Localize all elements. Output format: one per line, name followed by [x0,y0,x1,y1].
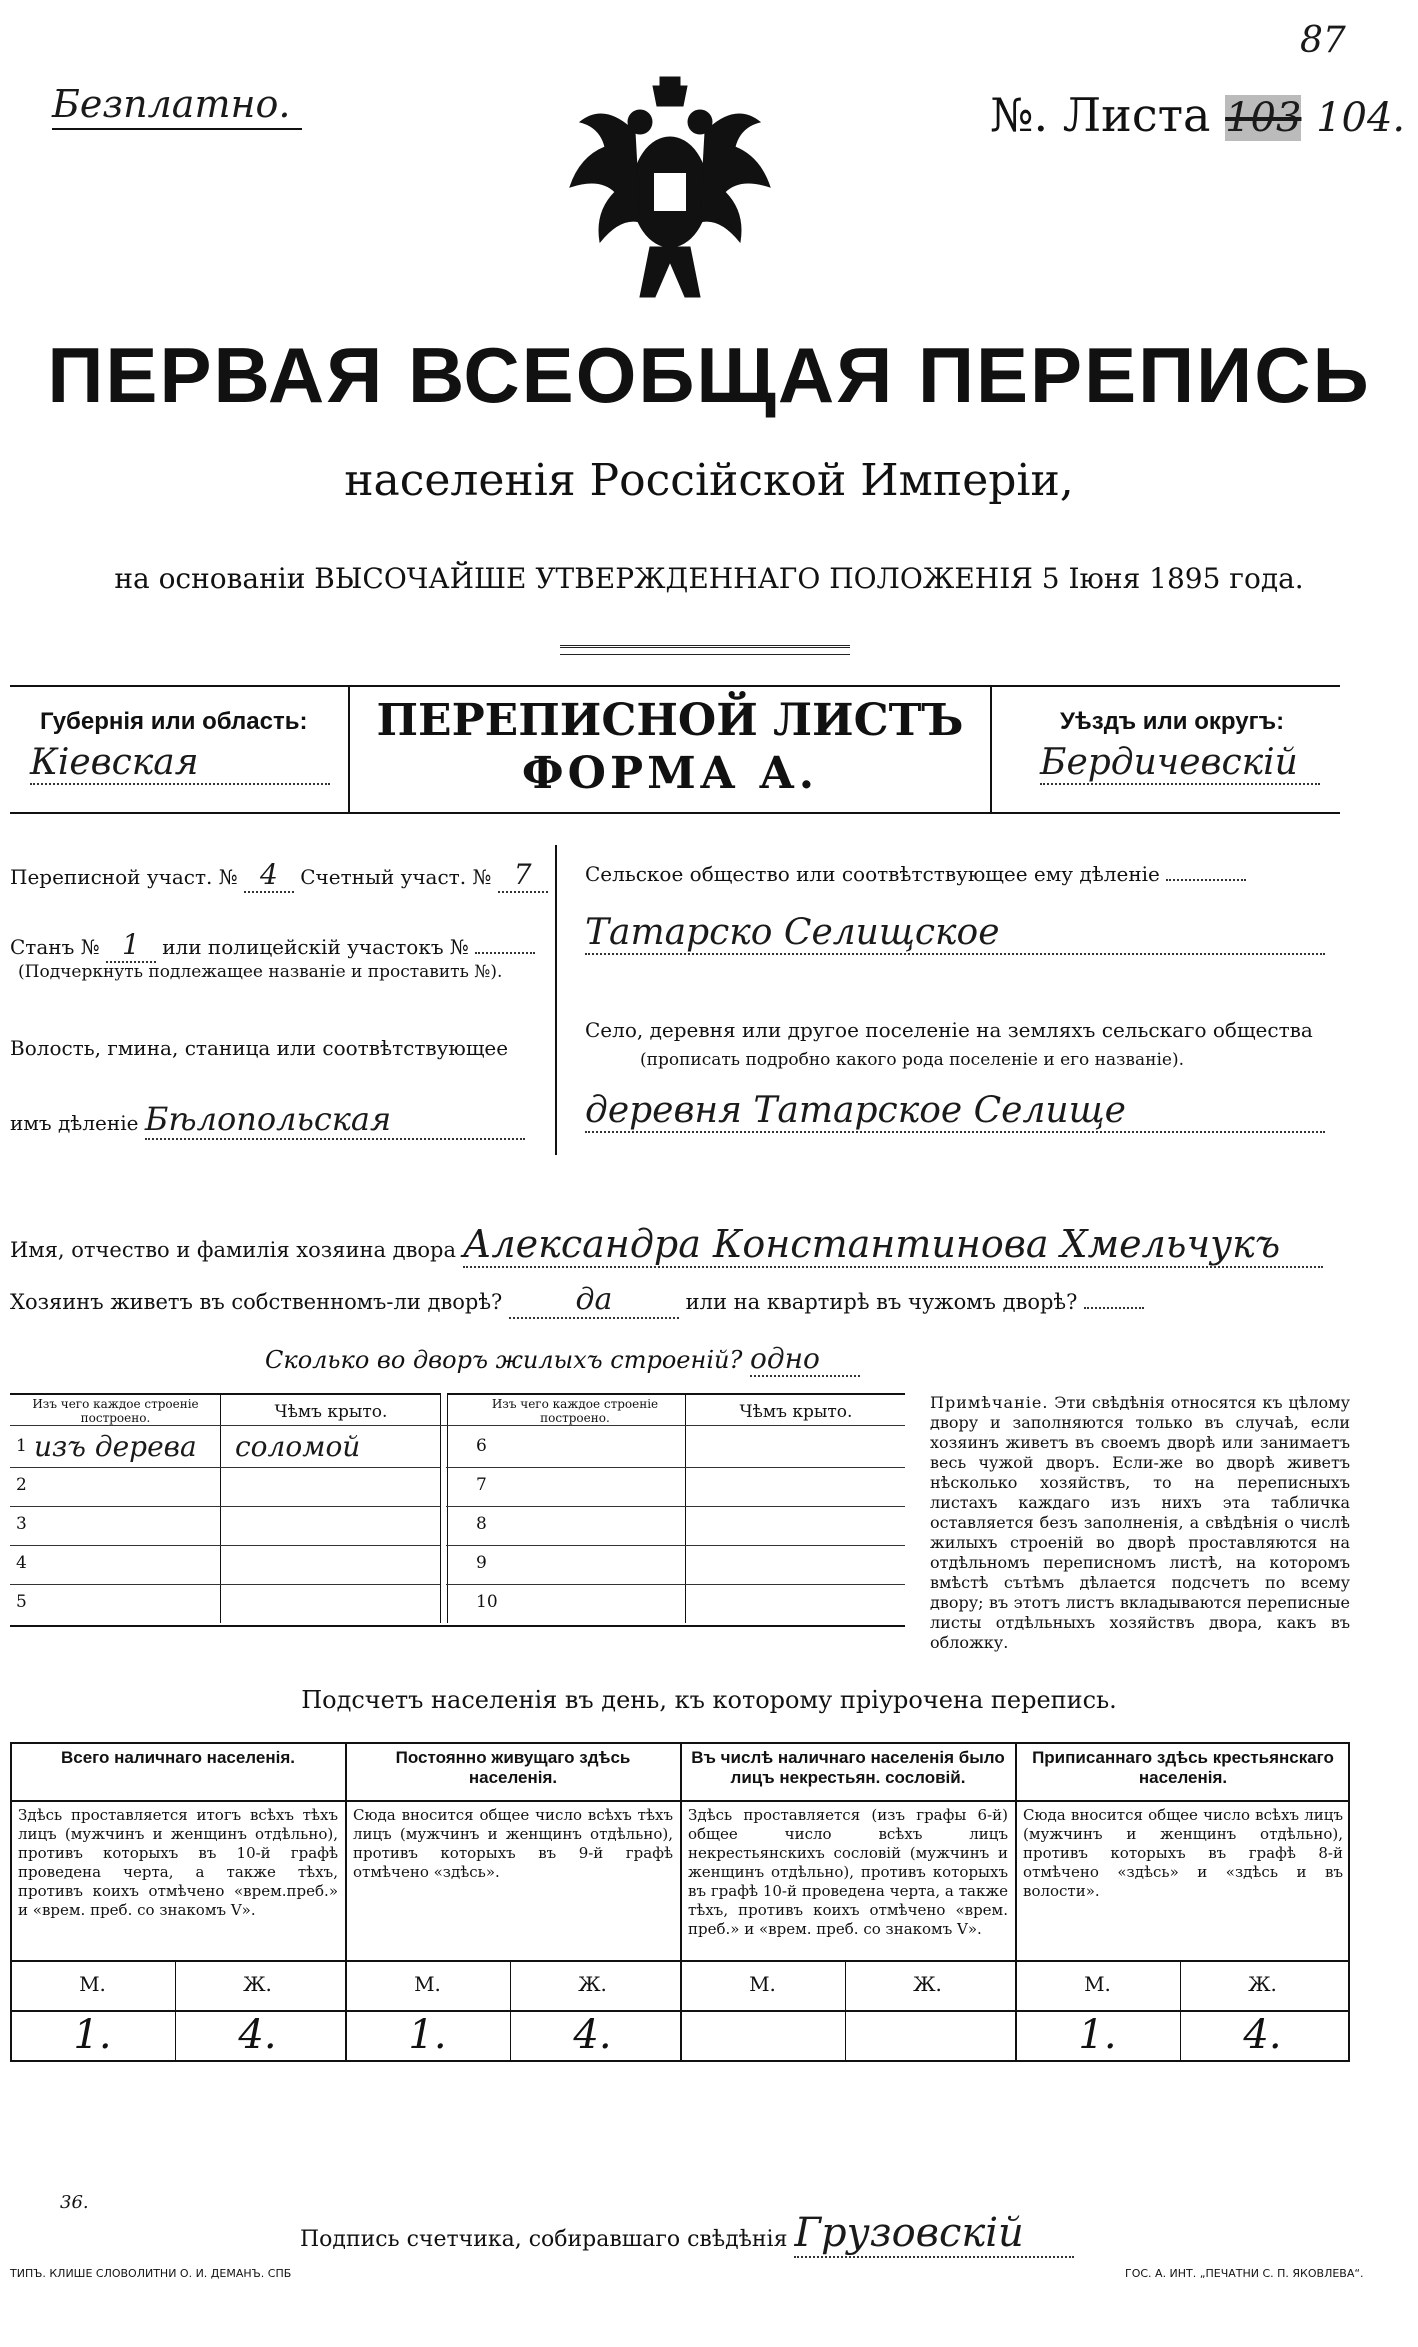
form-title: ПЕРЕПИСНОЙ ЛИСТЪ [376,695,964,746]
buildings-table [10,1393,905,1627]
volost-label: Волость, гмина, станица или соотвѣтствующее [10,1036,509,1060]
note-text: Эти свѣдѣнія относятся къ цѣлому двору и заполняются только въ случаѣ, если хозяинъ живетъ въ своемъ дворѣ или занимаетъ весь чужой дворъ. Если-же во дворѣ живетъ нѣсколько хозяйствъ, то на переписныхъ листахъ каждаго изъ нихъ эта табличка оставляется безъ заполненія, а свѣдѣнія о числѣ жилыхъ строеній во дворѣ проставляются на отдѣльномъ переписномъ листѣ, на которомъ вмѣстѣ сътѣмъ дѣлается подсчетъ по всему двору; въ этотъ листъ вкладываются переписные листы отдѣльныхъ хозяйствъ двора, какъ въ обложку. [930,1393,1351,1652]
buildings-row-num: 6 [476,1436,487,1456]
ornament-divider [560,645,850,655]
society-row: Сельское общество или соотвѣтствующее ему дѣленіе [585,862,1246,886]
volost-value: Бѣлопольская [145,1100,525,1140]
count-m-label: М. [1084,1972,1111,1996]
buildings-row-line [10,1467,440,1468]
owner-name-value: Александра Константинова Хмельчукъ [463,1222,1323,1268]
buildings-row-line [446,1467,905,1468]
free-underline [52,128,302,130]
stan-row: Станъ № 1 или полицейскій участокъ № [10,928,535,961]
volost-row: имъ дѣленіе Бѣлопольская [10,1100,525,1140]
count-f-label: Ж. [243,1972,272,1996]
society-value: Татарско Селищское [585,912,1325,955]
buildings-row-num: 7 [476,1475,487,1495]
form-sub: ФОРМА А. [521,748,819,799]
sheet-no-label: №. Листа [990,88,1211,142]
count-col-desc: Здѣсь проставляется итогъ всѣхъ тѣхъ лицъ (мужчинъ и женщинъ отдѣльно), противъ которыхъ въ 10-й графѣ проведена черта, а также тѣхъ, противъ коихъ отмѣчено «врем.преб.» и «врем. преб. со знакомъ V». [18,1806,338,1919]
double-headed-eagle-icon [565,72,775,307]
village-value: деревня Татарское Селище [585,1090,1325,1133]
buildings-row-num: 1 [16,1436,27,1456]
footer-right: ГОС. А. ИНТ. „ПЕЧАТНИ С. П. ЯКОВЛЕВА“. [1125,2267,1364,2280]
count-f-label: Ж. [1248,1972,1277,1996]
census-section-value: 4 [244,858,294,893]
buildings-row-num: 8 [476,1514,487,1534]
buildings-row-line [446,1545,905,1546]
note-block [930,1393,1350,1653]
count-col-title: Всего наличнаго населенія. [61,1748,295,1767]
note-heading: Примѣчаніе. [930,1393,1049,1412]
village-label: Село, деревня или другое поселеніе на земляхъ сельскаго общества [585,1018,1313,1042]
count-f-value: 4. [1243,2012,1282,2058]
free-label: Безплатно. [52,82,291,126]
count-m-label: М. [414,1972,441,1996]
basis-line: на основаніи ВЫСОЧАЙШЕ УТВЕРЖДЕННАГО ПОЛОЖЕНІЯ 5 Іюня 1895 года. [114,562,1304,595]
signature-row: Подпись счетчика, собиравшаго свѣдѣнія Грузовскій [300,2210,1074,2258]
buildings-row-line [446,1584,905,1585]
buildings-material: изъ дерева [34,1430,197,1463]
buildings-row-num: 9 [476,1553,487,1573]
footer-left: ТИПЪ. КЛИШЕ СЛОВОЛИТНИ О. И. ДЕМАНЪ. СПБ [10,2267,292,2280]
owner-row: Имя, отчество и фамилія хозяина двора Александра Константинова Хмельчукъ [10,1222,1323,1268]
count-col-desc: Сюда вносится общее число всѣхъ тѣхъ лицъ (мужчинъ и женщинъ отдѣльно), противъ которыхъ въ 9-й графѣ отмѣчено «здѣсь». [353,1806,673,1881]
count-col-desc: Сюда вносится общее число всѣхъ лицъ (мужчинъ и женщинъ отдѣльно), противъ которыхъ въ графѣ 8-й отмѣчено «здѣсь» и «здѣсь и въ волости». [1023,1806,1343,1900]
sheet-no-value: 104. [1316,95,1406,141]
count-col-title: Постоянно живущаго здѣсь населенія. [395,1748,631,1787]
district-label: Уѣздъ или округъ: [1060,708,1285,735]
buildings-row-num: 2 [16,1475,27,1495]
district-value: Бердичевскій [1040,742,1320,785]
village-note: (прописать подробно какого рода поселеніе и его названіе). [640,1050,1184,1070]
buildings-row-line [10,1506,440,1507]
stan-value: 1 [106,928,156,963]
count-m-label: М. [79,1972,106,1996]
count-section-value: 7 [498,858,548,893]
subtitle: населенія Россійской Имперіи, [344,455,1074,506]
count-m-label: М. [749,1972,776,1996]
province-value: Кіевская [30,742,330,785]
count-col-desc: Здѣсь проставляется (изъ графы 6-й) общее число всѣхъ лицъ некрестьянскихъ сословій (мужчинъ и женщинъ отдѣльно), противъ которыхъ въ графѣ 10-й проведена черта, а также тѣхъ, противъ коихъ отмѣчено «врем. преб.» и «врем. преб. со знакомъ V». [688,1806,1008,1938]
buildings-roof: соломой [235,1430,361,1463]
buildings-col2-header: Чѣмъ крыто. [274,1402,388,1422]
count-f-value: 4. [238,2012,277,2058]
count-m-value: 1. [408,2012,447,2058]
owner-lives-row: Хозяинъ живетъ въ собственномъ-ли дворѣ? да или на квартирѣ въ чужомъ дворѣ? [10,1282,1144,1319]
underline-note: (Подчеркнуть подлежащее названіе и проставить №). [18,962,503,982]
buildings-row-num: 4 [16,1553,27,1573]
buildings-col1-header: Изъ чего каждое строеніе построено. [32,1397,199,1425]
main-title: ПЕРВАЯ ВСЕОБЩАЯ ПЕРЕПИСЬ [47,331,1371,419]
buildings-row-num: 3 [16,1514,27,1534]
archive-number: 87 [1300,20,1346,61]
count-f-value: 4. [573,2012,612,2058]
sheet-number [990,88,1405,142]
buildings-row: Сколько во дворъ жилыхъ строеній? одно [265,1342,860,1377]
buildings-col4-header: Чѣмъ крыто. [739,1402,853,1422]
buildings-row-num: 10 [476,1592,498,1612]
buildings-row-line [10,1584,440,1585]
count-col-title: Въ числѣ наличнаго населенія было лицъ некрестьян. сословій. [691,1748,1005,1787]
sheet-no-struck: 103 [1225,95,1302,141]
count-f-label: Ж. [578,1972,607,1996]
count-f-label: Ж. [913,1972,942,1996]
count-m-value: 1. [1078,2012,1117,2058]
buildings-value: одно [750,1342,860,1377]
buildings-row-line [10,1545,440,1546]
count-col-line [680,1742,682,2062]
province-label: Губернія или область: [40,708,308,735]
buildings-row-line [446,1506,905,1507]
count-m-value: 1. [73,2012,112,2058]
census-section-row: Переписной участ. № 4 Счетный участ. № 7 [10,858,548,891]
buildings-col3-header: Изъ чего каждое строеніе построено. [491,1397,659,1425]
signature-mark: 36. [60,2192,89,2213]
signature-value: Грузовскій [794,2210,1074,2258]
count-heading: Подсчетъ населенія въ день, къ которому пріурочена перепись. [301,1686,1117,1714]
buildings-row-num: 5 [16,1592,27,1612]
owner-lives-value: да [509,1282,679,1319]
count-col-title: Приписаннаго здѣсь крестьянскаго населенія. [1032,1748,1334,1787]
